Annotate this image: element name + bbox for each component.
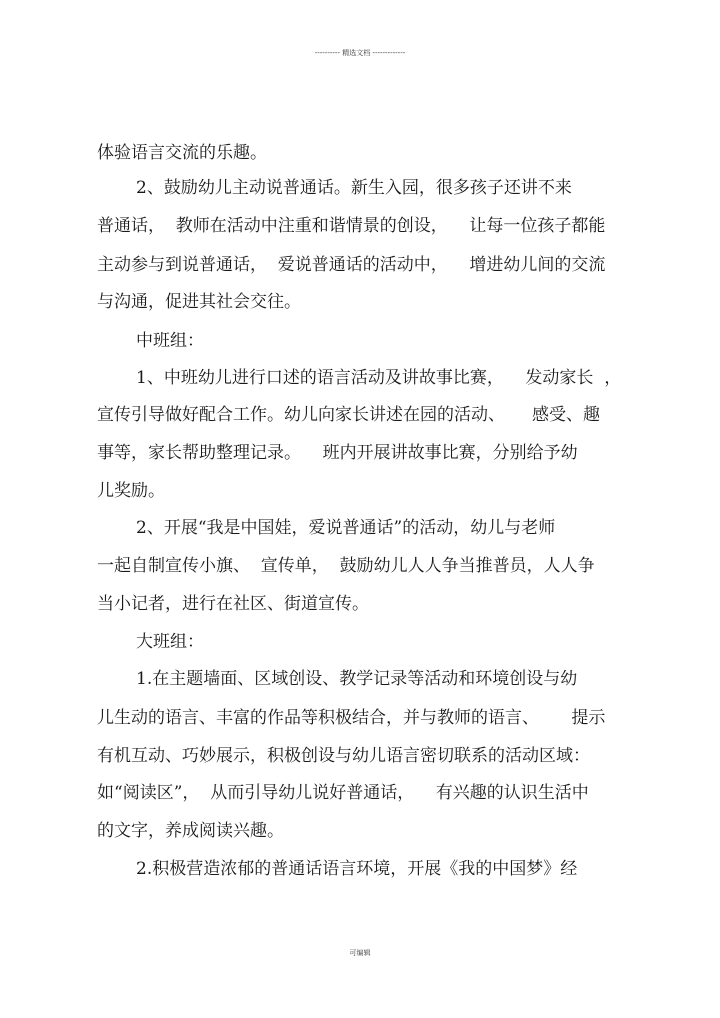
body-line-13: 当小记者，进行在社区、街道宣传。 xyxy=(97,594,369,614)
body-line-12: 一起自制宣传小旗、 宣传单， 鼓励幼儿人人争当推普员，人人争 xyxy=(97,556,595,576)
body-line-19: 的文字，养成阅读兴趣。 xyxy=(97,821,284,841)
body-line-1: 体验语言交流的乐趣。 xyxy=(97,143,267,163)
body-line-8: 宣传引导做好配合工作。幼儿向家长讲述在园的活动、 感受、趣 xyxy=(97,405,601,425)
section-heading-middle: 中班组： xyxy=(136,331,204,351)
body-line-3: 普通话， 教师在活动中注重和谐情景的创设， 让每一位孩子都能 xyxy=(97,216,606,236)
body-line-7: 1、中班幼儿进行口述的语言活动及讲故事比赛， 发动家长 ， xyxy=(136,368,622,388)
body-line-2: 2、鼓励幼儿主动说普通话。新生入园，很多孩子还讲不来 xyxy=(136,178,572,198)
body-line-10: 儿奖励。 xyxy=(97,481,165,501)
body-line-11: 2、开展“我是中国娃，爱说普通话”的活动，幼儿与老师 xyxy=(136,518,556,538)
section-heading-senior: 大班组： xyxy=(136,632,204,652)
body-line-5: 与沟通，促进其社会交往。 xyxy=(97,292,301,312)
body-line-9: 事等，家长帮助整理记录。 班内开展讲故事比赛，分别给予幼 xyxy=(97,443,578,463)
page-footer: 可编辑 xyxy=(349,949,371,957)
body-line-4: 主动参与到说普通话， 爱说普通话的活动中， 增进幼儿间的交流 xyxy=(97,255,606,275)
body-line-16: 儿生动的语言、丰富的作品等积极结合，并与教师的语言、 提示 xyxy=(97,708,606,728)
body-line-17: 有机互动、巧妙展示，积极创设与幼儿语言密切联系的活动区域： xyxy=(97,746,590,766)
page-header: ---------- 精选文档 ------------- xyxy=(314,49,406,57)
body-line-18: 如“阅读区”， 从而引导幼儿说好普通话， 有兴趣的认识生活中 xyxy=(97,783,589,803)
body-line-15: 1.在主题墙面、区域创设、教学记录等活动和环境创设与幼 xyxy=(136,669,578,689)
body-line-20: 2.积极营造浓郁的普通话语言环境，开展《我的中国梦》经 xyxy=(136,859,578,879)
